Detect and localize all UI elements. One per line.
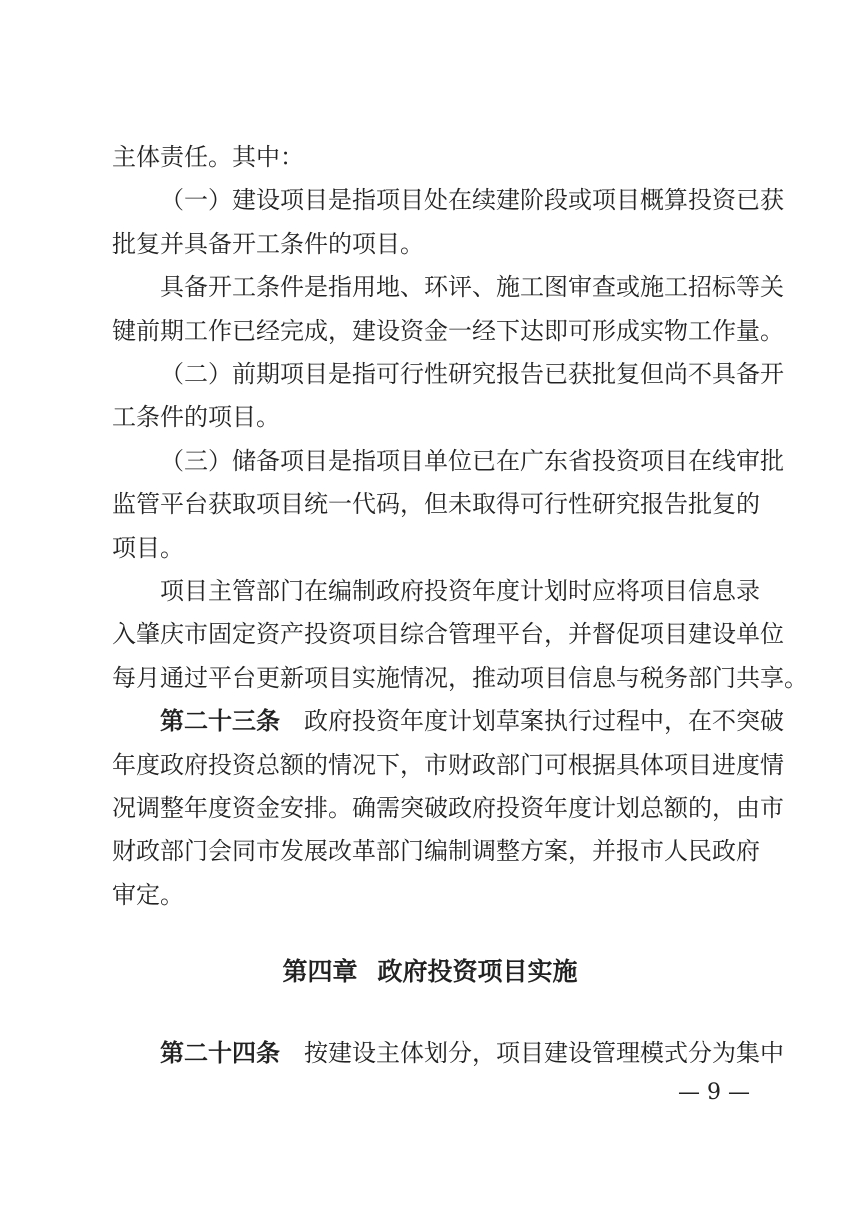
text-line: 每月通过平台更新项目实施情况，推动项目信息与税务部门共享。: [112, 663, 808, 692]
chapter-title: 政府投资项目实施: [377, 957, 578, 986]
article-first-line: [160, 706, 784, 736]
page-number: — 9 —: [678, 1080, 750, 1105]
text-line: 年度政府投资总额的情况下，市财政部门可根据具体项目进度情: [112, 750, 784, 779]
article-heading: 第二十三条: [160, 706, 280, 736]
text-line: （一）建设项目是指项目处在续建阶段或项目概算投资已获: [160, 186, 784, 215]
article-text: 政府投资年度计划草案执行过程中，在不突破: [304, 707, 784, 736]
text-line: （二）前期项目是指可行性研究报告已获批复但尚不具备开: [160, 360, 784, 388]
text-line: 键前期工作已经完成，建设资金一经下达即可形成实物工作量。: [112, 316, 784, 345]
text-line: 主体责任。其中：: [112, 143, 304, 171]
text-line: 财政部门会同市发展改革部门编制调整方案，并报市人民政府: [112, 837, 760, 866]
article-text: 按建设主体划分，项目建设管理模式分为集中: [304, 1039, 784, 1067]
text-line: 工条件的项目。: [112, 403, 280, 432]
chapter-heading: [0, 957, 860, 987]
text-line: 项目。: [112, 533, 184, 562]
text-line: 监管平台获取项目统一代码，但未取得可行性研究报告批复的: [112, 490, 760, 519]
text-line: 入肇庆市固定资产投资项目综合管理平台，并督促项目建设单位: [112, 620, 784, 649]
text-line: 具备开工条件是指用地、环评、施工图审查或施工招标等关: [160, 273, 784, 302]
text-line: 况调整年度资金安排。确需突破政府投资年度计划总额的，由市: [112, 794, 784, 822]
text-line: （三）储备项目是指项目单位已在广东省投资项目在线审批: [160, 446, 784, 475]
text-line: 审定。: [112, 880, 184, 909]
article-heading: 第二十四条: [160, 1038, 280, 1067]
article-first-line: [160, 1038, 784, 1068]
text-line: 批复并具备开工条件的项目。: [112, 229, 424, 258]
chapter-number: 第四章: [282, 957, 358, 986]
text-line: 项目主管部门在编制政府投资年度计划时应将项目信息录: [160, 577, 760, 605]
